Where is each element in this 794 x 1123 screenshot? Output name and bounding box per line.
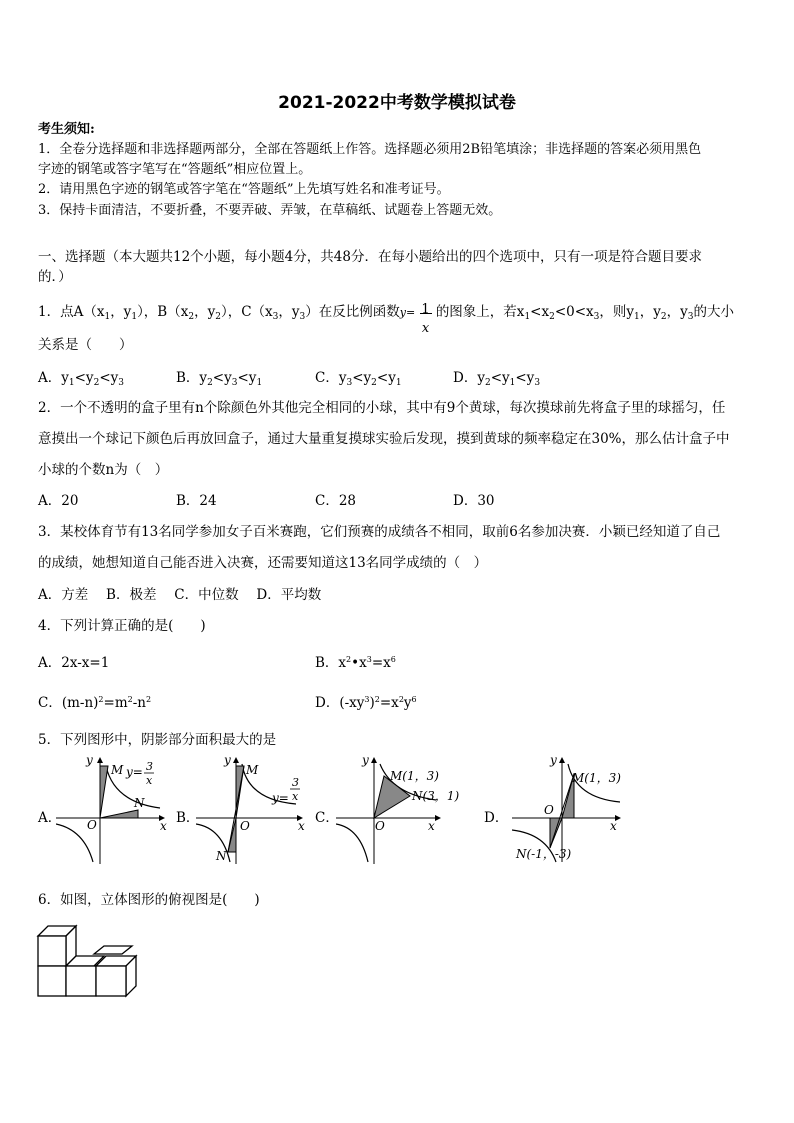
question-2-option-d[interactable]: D．30: [453, 493, 495, 509]
notice-line-2: 2．请用黑色字迹的钢笔或答字笔在“答题纸”上先填写姓名和准考证号。: [38, 182, 450, 197]
y-label: y: [224, 753, 231, 767]
origin-label: O: [87, 818, 97, 832]
question-2-stem-1: 2．一个不透明的盒子里有n个除颜色外其他完全相同的小球，其中有9个黄球，每次摸球前先将盒子里的球摇匀，任: [38, 400, 726, 416]
point-m-label: M(1，3): [390, 769, 439, 783]
origin-label: O: [544, 803, 554, 817]
question-2-option-a[interactable]: A．20: [38, 493, 79, 509]
graph-option-a[interactable]: [56, 752, 176, 867]
notice-line-1a: 1．全卷分选择题和非选择题两部分，全部在答题纸上作答。选择题必须用2B铅笔填涂；非选择题的答案必须用黑色: [38, 142, 702, 157]
y-label: y: [362, 753, 369, 767]
question-5-option-d-label[interactable]: D．: [484, 810, 509, 826]
question-1-option-c[interactable]: C．$y_3<y_2<y_1$: [315, 370, 402, 388]
graph-option-c[interactable]: [336, 752, 466, 867]
question-3-stem-2: 的成绩，她想知道自己能否进入决赛，还需要知道这13名同学成绩的（ ）: [38, 555, 488, 571]
origin-label: O: [240, 819, 250, 833]
point-n-label: N: [216, 849, 227, 863]
question-2-option-b[interactable]: B．24: [176, 493, 217, 509]
function-denominator: x: [146, 774, 153, 787]
question-4-option-d[interactable]: D．$(-xy^3)^2=x^2y^6$: [315, 695, 417, 711]
x-label: x: [160, 819, 167, 833]
graph-option-b[interactable]: [196, 752, 316, 867]
question-2-option-c[interactable]: C．28: [315, 493, 357, 509]
question-5-option-b-label[interactable]: B．: [176, 810, 200, 826]
function-numerator: 3: [292, 776, 299, 789]
solid-figure-cubes: [36, 922, 146, 1002]
question-3-stem-1: 3．某校体育节有13名同学参加女子百米赛跑，它们预赛的成绩各不相同，取前6名参加决赛．小颖已经知道了自己: [38, 524, 721, 540]
question-1-option-d[interactable]: D．$y_2<y_1<y_3$: [453, 370, 541, 388]
question-1-option-b[interactable]: B．$y_2<y_3<y_1$: [176, 370, 263, 388]
question-4-option-c[interactable]: C．$(m-n)^2=m^2-n^2$: [38, 695, 152, 711]
function-label: y=: [272, 791, 289, 805]
notice-line-3: 3．保持卡面清洁，不要折叠，不要弄破、弄皱，在草稿纸、试题卷上答题无效。: [38, 203, 502, 218]
shaded-triangle-m: [100, 766, 108, 818]
question-2-stem-2: 意摸出一个球记下颜色后再放回盒子，通过大量重复摸球实验后发现，摸到黄球的频率稳定在30%，那么估计盒子中: [38, 431, 730, 447]
question-4-option-a[interactable]: A．2x-x=1: [38, 655, 110, 671]
point-n-label: N: [134, 796, 145, 810]
question-5-stem: 5．下列图形中，阴影部分面积最大的是: [38, 732, 277, 748]
question-5-option-c-label[interactable]: C．: [315, 810, 339, 826]
section-heading-1: 一、选择题（本大题共12个小题，每小题4分，共48分．在每小题给出的四个选项中，只有一项是符合题目要求: [38, 249, 702, 265]
point-m-label: M: [111, 763, 124, 777]
question-1-stem-2: 关系是（ ）: [38, 337, 133, 353]
notice-heading: 考生须知:: [38, 122, 95, 137]
y-label: y: [550, 753, 557, 767]
question-4-option-b[interactable]: B．$x^2•x^3=x^6$: [315, 655, 396, 671]
function-numerator: 3: [146, 760, 153, 773]
question-6-stem: 6．如图，立体图形的俯视图是( ): [38, 892, 260, 908]
question-3-options[interactable]: A．方差 B．极差 C．中位数 D．平均数: [38, 587, 322, 603]
x-label: x: [298, 819, 305, 833]
page-title: 2021-2022中考数学模拟试卷: [278, 93, 516, 113]
x-label: x: [428, 819, 435, 833]
point-n-label: N(-1，-3): [516, 847, 572, 861]
question-1-stem: 1．点$A(x_1$，$y_1$），$B(x_2$，$y_2$），$C(x_3$，$y_3$）在反比例函数y= 1 x 的图象上，若$x_1<x_2<0<x_3$，则$y_1$，$y_2$，$y_3$的大小: [38, 297, 734, 327]
question-2-stem-3: 小球的个数n为（ ）: [38, 462, 169, 478]
x-label: x: [610, 819, 617, 833]
section-heading-2: 的．）: [38, 269, 72, 285]
hyperbola-branch-3: [336, 824, 368, 862]
y-label: y: [86, 753, 93, 767]
question-5-option-a-label[interactable]: A．: [38, 810, 62, 826]
function-label: y=: [126, 765, 143, 779]
graph-option-d[interactable]: [512, 752, 627, 867]
point-n-label: N(3，1): [412, 789, 460, 803]
origin-label: O: [375, 819, 385, 833]
function-denominator: x: [292, 790, 299, 803]
notice-line-1b: 字迹的钢笔或答字笔写在“答题纸”相应位置上。: [38, 162, 312, 177]
question-1-option-a[interactable]: A．$y_1<y_2<y_3$: [38, 370, 124, 388]
point-m-label: M: [246, 763, 259, 777]
question-4-stem: 4．下列计算正确的是( ): [38, 618, 206, 634]
fraction-1-over-x: 1 x: [421, 301, 430, 336]
shaded-triangle-n: [100, 810, 138, 818]
point-m-label: M(1，3): [572, 771, 621, 785]
